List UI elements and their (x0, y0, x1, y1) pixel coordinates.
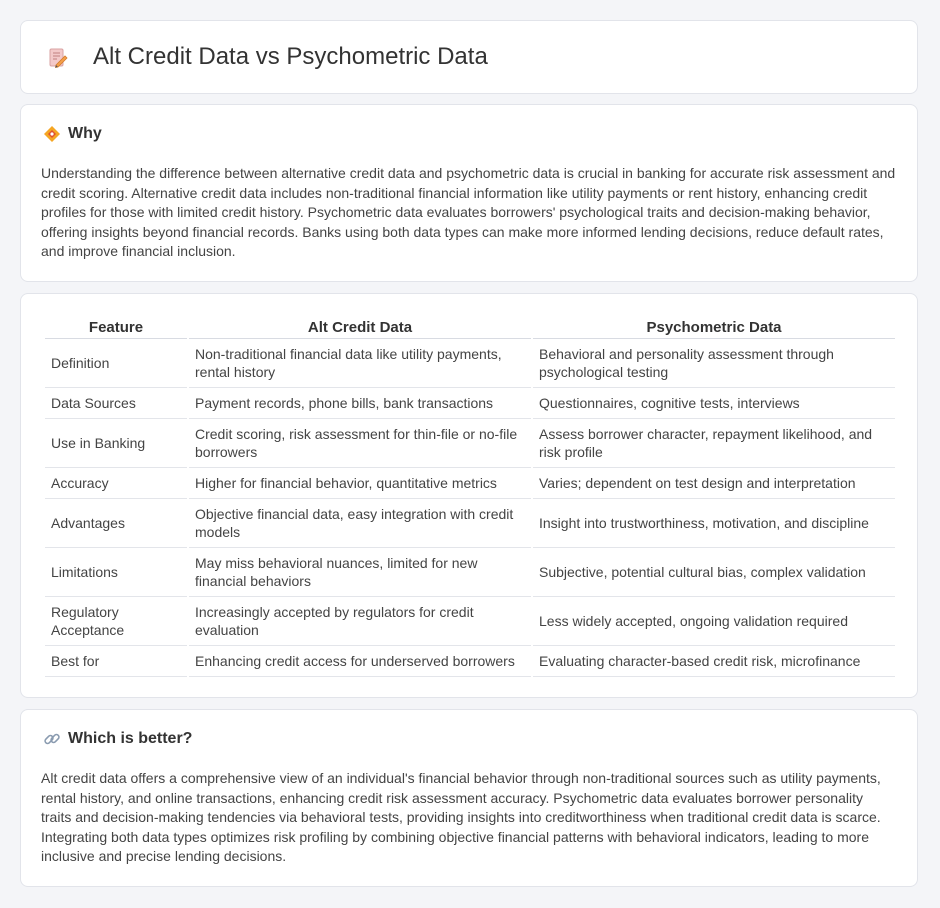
which-is-better-section (20, 709, 918, 887)
alt-credit-cell: Enhancing credit access for underserved borrowers (189, 646, 531, 677)
why-heading-text: Why (68, 125, 102, 142)
alt-credit-cell: Payment records, phone bills, bank transactions (189, 388, 531, 419)
better-heading-text: Which is better? (68, 730, 193, 747)
psychometric-cell: Evaluating character-based credit risk, microfinance (533, 646, 895, 677)
feature-cell: Regulatory Acceptance (45, 597, 187, 646)
psychometric-cell: Subjective, potential cultural bias, complex validation (533, 548, 895, 597)
column-header-psychometric: Psychometric Data (533, 316, 895, 339)
page-title: Alt Credit Data vs Psychometric Data (93, 43, 488, 70)
feature-cell: Advantages (45, 499, 187, 548)
alt-credit-cell: Non-traditional financial data like utility payments, rental history (189, 339, 531, 388)
feature-cell: Data Sources (45, 388, 187, 419)
psychometric-cell: Varies; dependent on test design and interpretation (533, 468, 895, 499)
feature-cell: Use in Banking (45, 419, 187, 468)
table-row (45, 499, 895, 548)
table-row (45, 597, 895, 646)
link-icon (43, 730, 61, 748)
table-row (45, 388, 895, 419)
psychometric-cell: Less widely accepted, ongoing validation required (533, 597, 895, 646)
table-row (45, 468, 895, 499)
alt-credit-cell: May miss behavioral nuances, limited for new financial behaviors (189, 548, 531, 597)
psychometric-cell: Assess borrower character, repayment likelihood, and risk profile (533, 419, 895, 468)
psychometric-cell: Behavioral and personality assessment through psychological testing (533, 339, 895, 388)
alt-credit-cell: Higher for financial behavior, quantitative metrics (189, 468, 531, 499)
alt-credit-cell: Increasingly accepted by regulators for credit evaluation (189, 597, 531, 646)
psychometric-cell: Insight into trustworthiness, motivation, and discipline (533, 499, 895, 548)
diamond-icon (43, 125, 61, 143)
feature-cell: Best for (45, 646, 187, 677)
why-heading (43, 125, 102, 143)
alt-credit-cell: Objective financial data, easy integration with credit models (189, 499, 531, 548)
column-header-alt-credit: Alt Credit Data (189, 316, 531, 339)
feature-cell: Definition (45, 339, 187, 388)
table-row (45, 548, 895, 597)
column-header-feature: Feature (45, 316, 187, 339)
comparison-section (20, 293, 918, 698)
table-header-row (45, 316, 895, 339)
table-row (45, 646, 895, 677)
table-row (45, 419, 895, 468)
feature-cell: Accuracy (45, 468, 187, 499)
psychometric-cell: Questionnaires, cognitive tests, interviews (533, 388, 895, 419)
comparison-table (43, 316, 897, 677)
table-row (45, 339, 895, 388)
why-section (20, 104, 918, 282)
document-pencil-icon (47, 47, 69, 69)
better-heading (43, 730, 192, 748)
feature-cell: Limitations (45, 548, 187, 597)
alt-credit-cell: Credit scoring, risk assessment for thin-file or no-file borrowers (189, 419, 531, 468)
better-body: Alt credit data offers a comprehensive view of an individual's financial behavior through non-traditional sources such as utility payments, rental history, and online transactions, enhancing credit risk assessment accuracy. Psychometric data evaluates borrower personality traits and decision-making tendencies via behavioral tests, providing insights into creditworthiness when traditional credit data is scarce. Integrating both data types optimizes risk profiling by combining objective financial patterns with behavioral indicators, leading to more inclusive and precise lending decisions. (41, 770, 881, 865)
header-card (20, 20, 918, 94)
why-body: Understanding the difference between alternative credit data and psychometric data is crucial in banking for accurate risk assessment and credit scoring. Alternative credit data includes non-traditional financial information like utility payments or rent history, enhancing credit profiles for those with limited credit history. Psychometric data evaluates borrowers' psychological traits and decision-making behavior, offering insights beyond financial records. Banks using both data types can make more informed lending decisions, reduce default rates, and improve financial inclusion. (41, 165, 896, 260)
